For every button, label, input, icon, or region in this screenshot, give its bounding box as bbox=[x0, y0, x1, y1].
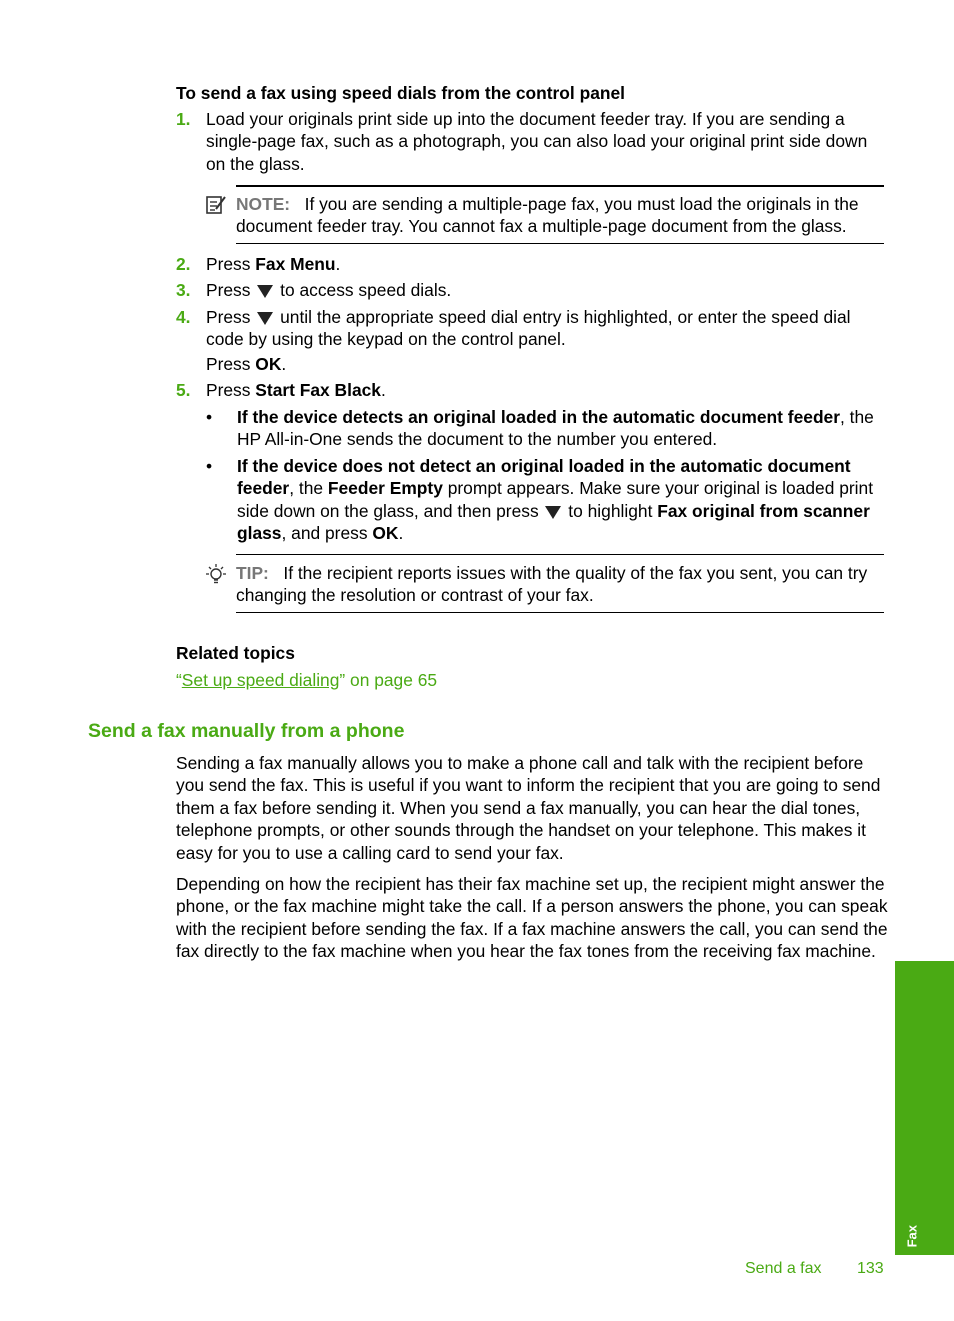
tip-body bbox=[236, 562, 886, 607]
bullet-marker: • bbox=[206, 456, 213, 476]
section-paragraph: Depending on how the recipient has their fax machine set up, the recipient might answer the phone, or the fax machine might take the call. If a person answers the phone, you can speak with the recipient before sending the fax. If a fax machine answers the call, you can send the fax directly to the fax machine when you hear the fax tones from the receiving fax machine. bbox=[176, 874, 888, 962]
tip-icon bbox=[205, 563, 227, 592]
step-number: 3. bbox=[176, 280, 191, 300]
side-tab bbox=[895, 961, 954, 1255]
footer-page-number: 133 bbox=[857, 1260, 884, 1277]
down-arrow-icon bbox=[257, 285, 273, 298]
tip-label: TIP: bbox=[236, 563, 269, 583]
related-link[interactable]: Set up speed dialing bbox=[181, 670, 340, 690]
section-paragraph: Sending a fax manually allows you to make a phone call and talk with the recipient before you send the fax. This is useful if you want to inform the recipient that you are going to send them a fax before sending it. When you send a fax manually, you can hear the dial tones, telephone prompts, or other sounds through the handset on your telephone. This makes it easy for you to use a calling card to send your fax. bbox=[176, 753, 881, 863]
related-link-line: “Set up speed dialing” on page 65 bbox=[176, 670, 438, 690]
footer-section: Send a fax bbox=[745, 1260, 822, 1277]
section-title: Send a fax manually from a phone bbox=[88, 720, 405, 742]
step-text: Press Fax Menu. bbox=[206, 254, 341, 274]
bullet-marker: • bbox=[206, 407, 213, 427]
step-number: 4. bbox=[176, 307, 191, 327]
note-text: If you are sending a multiple-page fax, you must load the originals in the document feeder tray. You cannot fax a multiple-page document from the glass. bbox=[236, 194, 859, 237]
bullet-text: If the device detects an original loaded in the automatic document feeder, the HP All-in-One sends the document to the number you entered. bbox=[237, 407, 874, 450]
bullet-text: If the device does not detect an original loaded in the automatic document feeder, the Feeder Empty prompt appears. Make sure your original is loaded print side down on the glass, and then press to highlight Fax original from scanner glass, and press OK. bbox=[237, 456, 874, 544]
step-text: Press to access speed dials. bbox=[206, 280, 452, 300]
side-tab-label: Fax bbox=[904, 1224, 920, 1247]
step-text: Load your originals print side up into the document feeder tray. If you are sending a single-page fax, such as a photograph, you can also load your original print side down on the glass. bbox=[206, 109, 868, 174]
down-arrow-icon bbox=[545, 506, 561, 519]
step-number: 1. bbox=[176, 109, 191, 129]
step-text: Press until the appropriate speed dial entry is highlighted, or enter the speed dial code by using the keypad on the control panel. bbox=[206, 307, 851, 350]
down-arrow-icon bbox=[257, 312, 273, 325]
tip-bottom-rule bbox=[236, 612, 884, 613]
step-number: 5. bbox=[176, 380, 191, 400]
note-bottom-rule bbox=[236, 243, 884, 244]
tip-text: If the recipient reports issues with the quality of the fax you sent, you can try changing the resolution or contrast of your fax. bbox=[236, 563, 868, 606]
note-body bbox=[236, 193, 886, 238]
note-label: NOTE: bbox=[236, 194, 291, 214]
procedure-heading: To send a fax using speed dials from the control panel bbox=[176, 83, 626, 103]
note-top-rule bbox=[236, 185, 884, 187]
step-text: Press Start Fax Black. bbox=[206, 380, 386, 400]
step-subtext: Press OK. bbox=[206, 354, 287, 374]
step-number: 2. bbox=[176, 254, 191, 274]
tip-top-rule bbox=[236, 554, 884, 555]
related-heading: Related topics bbox=[176, 643, 295, 663]
note-icon bbox=[205, 194, 227, 221]
